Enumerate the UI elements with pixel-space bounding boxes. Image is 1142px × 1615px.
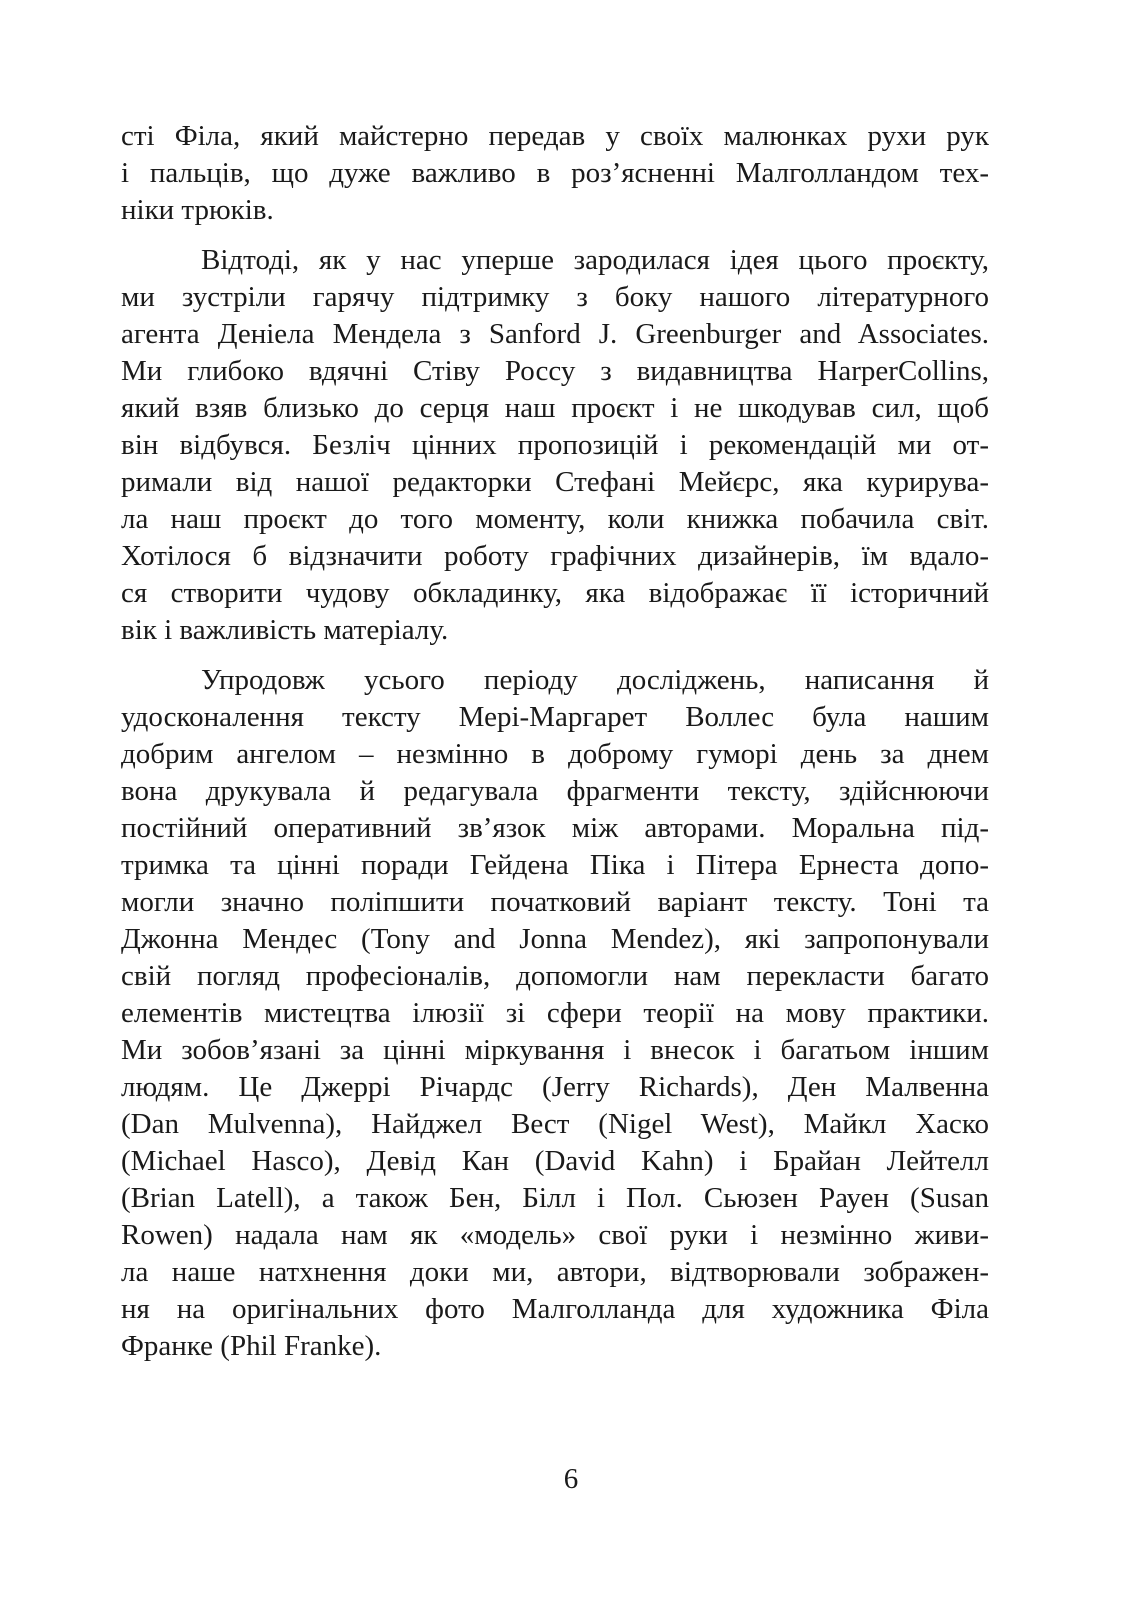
text-line: ніки трюків. — [121, 194, 274, 226]
paragraph-gap — [121, 649, 989, 662]
text-line: ми зустріли гарячу підтримку з боку нашого літературного — [121, 281, 989, 313]
text-line: Франке (Phil Franke). — [121, 1330, 382, 1362]
paragraph — [121, 118, 989, 229]
text-line: тримка та цінні поради Гейдена Піка і Пітера Ернеста допо- — [121, 849, 989, 881]
text-line: Джонна Мендес (Tony and Jonna Mendez), які запропонували — [121, 923, 989, 955]
text-line: вона друкувала й редагувала фрагменти тексту, здійснюючи — [121, 775, 989, 807]
paragraph — [121, 242, 989, 649]
text-line: сті Філа, який майстерно передав у своїх малюнках рухи рук — [121, 120, 989, 152]
text-line: елементів мистецтва ілюзії зі сфери теорії на мову практики. — [121, 997, 989, 1029]
body-text — [121, 118, 989, 1365]
paragraph-gap — [121, 229, 989, 242]
text-line: римали від нашої редакторки Стефані Мейєрс, яка курирува- — [121, 466, 989, 498]
text-line: ла наш проєкт до того моменту, коли книжка побачила світ. — [121, 503, 989, 535]
text-line: могли значно поліпшити початковий варіант тексту. Тоні та — [121, 886, 989, 918]
text-line: Ми зобов’язані за цінні міркування і внесок і багатьом іншим — [121, 1034, 989, 1066]
text-line: удосконалення тексту Мері-Маргарет Воллес була нашим — [121, 701, 989, 733]
text-line: і пальців, що дуже важливо в роз’ясненні Малголландом тех- — [121, 157, 989, 189]
text-line: ся створити чудову обкладинку, яка відображає її історичний — [121, 577, 989, 609]
text-line: постійний оперативний зв’язок між авторами. Моральна під- — [121, 812, 989, 844]
text-line: Хотілося б відзначити роботу графічних дизайнерів, їм вдало- — [121, 540, 989, 572]
text-line: який взяв близько до серця наш проєкт і не шкодував сил, щоб — [121, 392, 989, 424]
text-line: (Michael Hasco), Девід Кан (David Kahn) і Брайан Лейтелл — [121, 1145, 989, 1177]
text-line: свій погляд професіоналів, допомогли нам перекласти багато — [121, 960, 989, 992]
paragraph — [121, 662, 989, 1365]
text-line: Упродовж усього періоду досліджень, написання й — [201, 664, 989, 696]
text-line: людям. Це Джеррі Річардс (Jerry Richards), Ден Малвенна — [121, 1071, 989, 1103]
text-line: Ми глибоко вдячні Стіву Россу з видавництва HarperCollins, — [121, 355, 989, 387]
text-line: Rowen) надала нам як «модель» свої руки і незмінно живи- — [121, 1219, 989, 1251]
text-line: вік і важливість матеріалу. — [121, 614, 449, 646]
text-line: він відбувся. Безліч цінних пропозицій і рекомендацій ми от- — [121, 429, 989, 461]
text-line: добрим ангелом – незмінно в доброму гуморі день за днем — [121, 738, 989, 770]
text-line: агента Деніела Мендела з Sanford J. Greenburger and Associates. — [121, 318, 989, 350]
text-line: (Dan Mulvenna), Найджел Вест (Nigel West), Майкл Хаско — [121, 1108, 989, 1140]
text-line: Відтоді, як у нас уперше зародилася ідея цього проєкту, — [201, 244, 989, 276]
page-number: 6 — [563, 1463, 579, 1495]
text-line: ла наше натхнення доки ми, автори, відтворювали зображен- — [121, 1256, 989, 1288]
text-line: (Brian Latell), а також Бен, Білл і Пол. Сьюзен Рауен (Susan — [121, 1182, 989, 1214]
text-line: ня на оригінальних фото Малголланда для художника Філа — [121, 1293, 989, 1325]
